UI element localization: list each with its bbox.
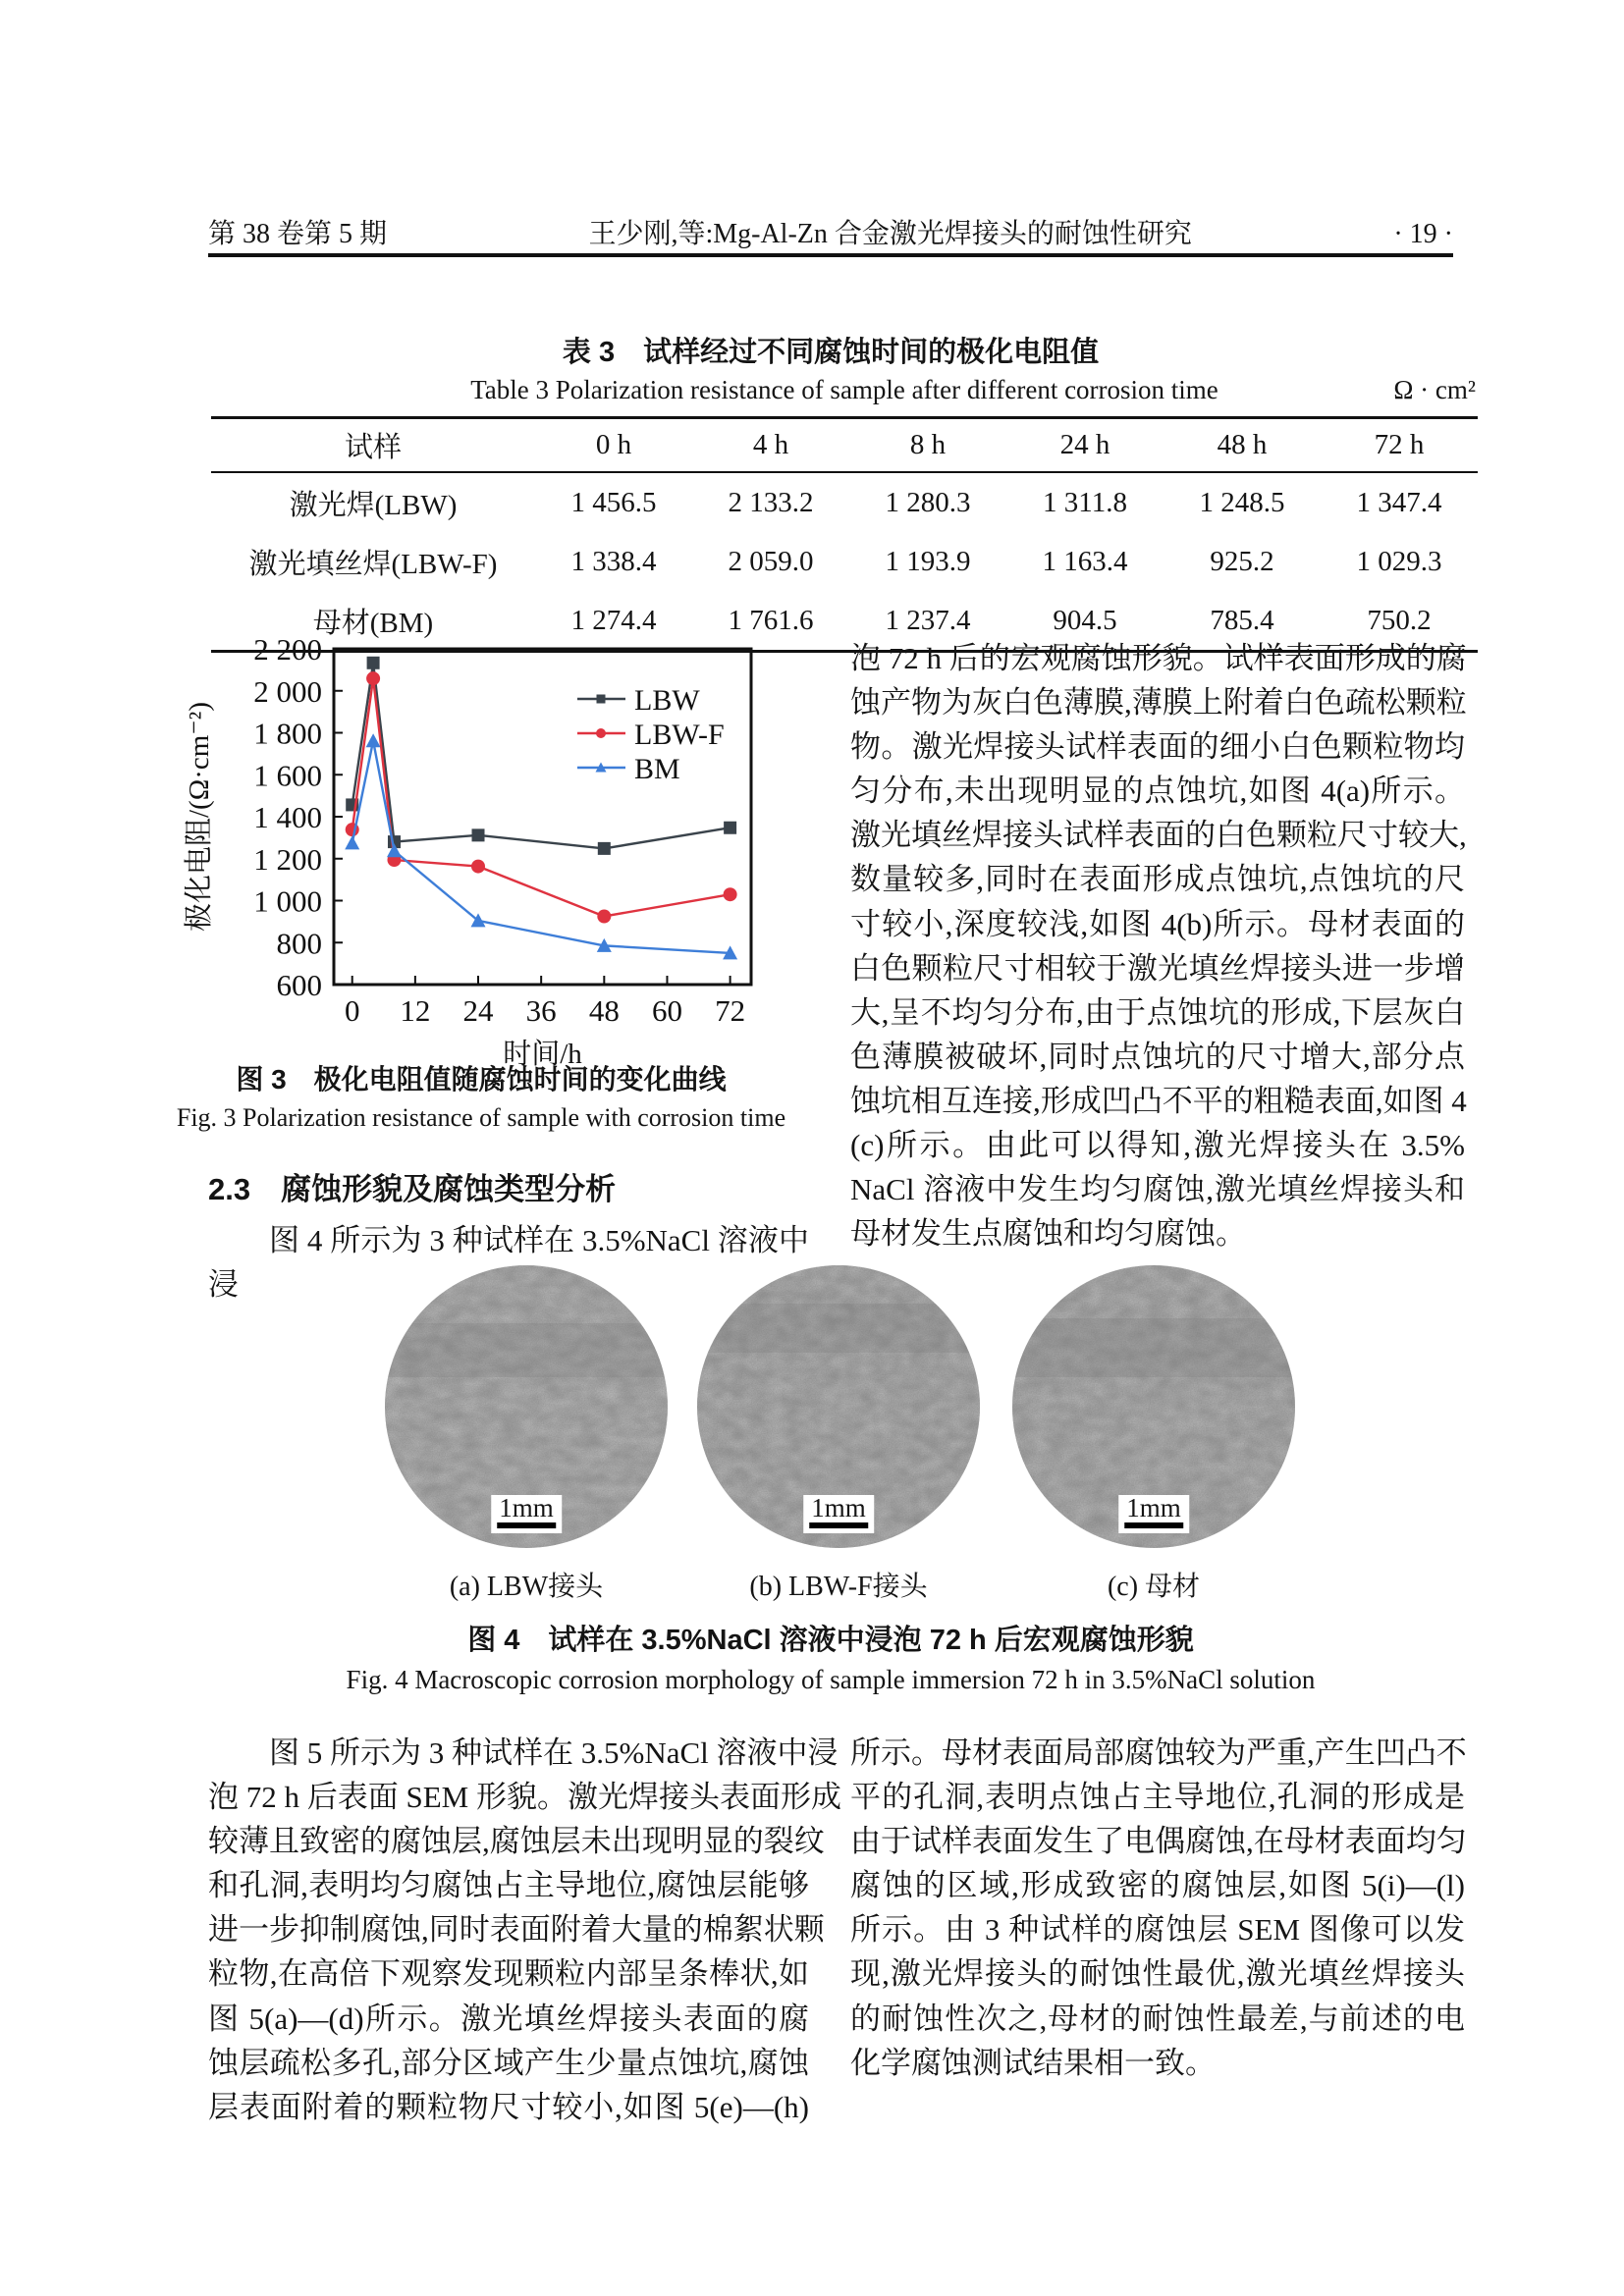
- table3-unit: Ω · cm²: [1393, 375, 1476, 404]
- sem-image-bm: [1011, 1264, 1296, 1549]
- table3-cell: 1 311.8: [1043, 486, 1127, 518]
- table3-header-cell: 72 h: [1374, 429, 1425, 460]
- scale-bar: [491, 1495, 562, 1533]
- text-line: 图 5 所示为 3 种试样在 3.5%NaCl 溶液中浸: [269, 1735, 839, 1770]
- svg-text:12: 12: [400, 993, 431, 1028]
- text-line: 进一步抑制腐蚀,同时表面附着大量的棉絮状颗: [208, 1912, 825, 1948]
- page-number: · 19 ·: [1393, 219, 1453, 249]
- scale-bar-label: 1mm: [1124, 1495, 1183, 1528]
- figure4-sublabel-a: (a) LBW接头: [449, 1572, 604, 1602]
- table3-cell: 1 456.5: [570, 486, 657, 518]
- svg-text:48: 48: [588, 993, 620, 1028]
- table3-caption-row: [211, 375, 1478, 405]
- table3-cell: 1 347.4: [1356, 486, 1442, 518]
- text-line: 平的孔洞,表明点蚀占主导地位,孔洞的形成是: [850, 1780, 1465, 1815]
- svg-text:BM: BM: [634, 753, 680, 785]
- svg-text:1 800: 1 800: [253, 716, 322, 751]
- header-rule: [208, 253, 1453, 257]
- text-line: 所示。由 3 种试样的腐蚀层 SEM 图像可以发: [850, 1912, 1465, 1948]
- svg-text:36: 36: [525, 993, 557, 1028]
- text-line: 激光填丝焊接头试样表面的白色颗粒尺寸较大,: [850, 818, 1467, 853]
- table3-cell: 1 193.9: [885, 545, 971, 577]
- svg-text:0: 0: [344, 993, 360, 1028]
- text-line: NaCl 溶液中发生均匀腐蚀,激光填丝焊接头和: [850, 1172, 1465, 1207]
- table3-row-label: 母材(BM): [312, 607, 434, 639]
- table3-header-cell: 0 h: [595, 429, 632, 460]
- text-line: 的耐蚀性次之,母材的耐蚀性最差,与前述的电: [850, 2001, 1465, 2036]
- text-line: 物。激光焊接头试样表面的细小白色颗粒物均: [850, 729, 1465, 765]
- table3-cell: 1 237.4: [885, 604, 971, 636]
- text-line: 色薄膜被破坏,同时点蚀坑的尺寸增大,部分点: [850, 1039, 1465, 1074]
- svg-text:LBW-F: LBW-F: [634, 719, 725, 751]
- table-row: [211, 473, 1478, 532]
- text-line: 白色颗粒尺寸相较于激光填丝焊接头进一步增: [850, 950, 1465, 986]
- table-row: [211, 532, 1478, 591]
- sem-image-lbwf: [696, 1264, 981, 1549]
- table3-cell: 1 338.4: [570, 545, 657, 577]
- paragraph-line: 图 4 所示为 3 种试样在 3.5%NaCl 溶液中浸: [208, 1223, 809, 1302]
- scale-bar: [1118, 1495, 1189, 1533]
- text-line: 蚀层疏松多孔,部分区域产生少量点蚀坑,腐蚀: [208, 2045, 809, 2080]
- text-line: 匀分布,未出现明显的点蚀坑,如图 4(a)所示。: [850, 774, 1465, 809]
- table3-cell: 1 163.4: [1042, 545, 1128, 577]
- figure3-caption-en: Fig. 3 Polarization resistance of sample with corrosion time: [176, 1103, 786, 1132]
- svg-text:2 000: 2 000: [253, 673, 322, 709]
- svg-text:LBW: LBW: [634, 684, 700, 717]
- section-2-3-heading: 2.3 腐蚀形貌及腐蚀类型分析: [208, 1172, 617, 1206]
- text-line: 所示。母材表面局部腐蚀较为严重,产生凹凸不: [850, 1735, 1467, 1770]
- text-line: 泡 72 h 后的宏观腐蚀形貌。试样表面形成的腐: [850, 641, 1467, 675]
- table3-header-row: [211, 416, 1478, 473]
- text-line: 图 5(a)—(d)所示。激光填丝焊接头表面的腐: [208, 2001, 809, 2036]
- svg-text:1 400: 1 400: [253, 800, 322, 834]
- text-line: 粒物,在高倍下观察发现颗粒内部呈条棒状,如: [208, 1956, 809, 1992]
- text-line: 寸较小,深度较浅,如图 4(b)所示。母材表面的: [850, 906, 1465, 941]
- svg-text:1 600: 1 600: [253, 758, 322, 793]
- table3-header-cell: 48 h: [1217, 429, 1268, 460]
- running-title: 王少刚,等:Mg-Al-Zn 合金激光焊接头的耐蚀性研究: [588, 219, 1192, 249]
- svg-text:1 200: 1 200: [253, 841, 322, 877]
- table3-header-cell: 24 h: [1059, 429, 1110, 460]
- table3-header-cell: 8 h: [909, 429, 947, 460]
- text-line: (c)所示。由此可以得知,激光焊接头在 3.5%: [850, 1128, 1465, 1163]
- scale-bar-label: 1mm: [809, 1495, 868, 1528]
- svg-text:600: 600: [276, 968, 322, 1002]
- page-header: [208, 212, 1453, 251]
- scale-bar-label: 1mm: [497, 1495, 556, 1528]
- column-right-bottom: [850, 1731, 1465, 2085]
- journal-issue: 第 38 卷第 5 期: [208, 219, 388, 249]
- svg-text:2 200: 2 200: [253, 632, 322, 667]
- svg-text:极化电阻/(Ω·cm⁻²): 极化电阻/(Ω·cm⁻²): [184, 701, 215, 933]
- figure4-caption-en: Fig. 4 Macroscopic corrosion morphology of sample immersion 72 h in 3.5%NaCl solution: [346, 1665, 1316, 1694]
- text-line: 较薄且致密的腐蚀层,腐蚀层未出现明显的裂纹: [208, 1824, 825, 1859]
- figure3-chart: [147, 624, 795, 1068]
- table3-header-cell: 4 h: [752, 429, 789, 460]
- table3-title-zh: 表 3 试样经过不同腐蚀时间的极化电阻值: [562, 337, 1100, 368]
- text-line: 蚀坑相互连接,形成凹凸不平的粗糙表面,如图 4: [850, 1083, 1467, 1118]
- table3-cell: 750.2: [1367, 604, 1432, 636]
- figure4-sublabel-b: (b) LBW-F接头: [749, 1572, 928, 1602]
- svg-text:1 000: 1 000: [253, 883, 322, 919]
- svg-text:72: 72: [715, 993, 746, 1028]
- column-left-bottom: [208, 1731, 841, 2129]
- svg-text:24: 24: [462, 993, 494, 1028]
- text-line: 层表面附着的颗粒物尺寸较小,如图 5(e)—(h): [208, 2089, 809, 2124]
- table3-cell: 925.2: [1210, 545, 1274, 577]
- table3-header-cell: 试样: [344, 432, 402, 463]
- table3-cell: 1 029.3: [1356, 545, 1442, 577]
- table3-cell: 1 248.5: [1199, 486, 1285, 518]
- table3-caption-en: Table 3 Polarization resistance of sample after different corrosion time: [470, 375, 1218, 404]
- table3-cell: 904.5: [1053, 604, 1117, 636]
- svg-text:时间/h: 时间/h: [503, 1039, 582, 1068]
- text-line: 大,呈不均匀分布,由于点蚀坑的形成,下层灰白: [850, 994, 1465, 1030]
- table3-cell: 2 059.0: [728, 545, 814, 577]
- scale-bar: [803, 1495, 874, 1533]
- table3: [211, 416, 1478, 653]
- table3-cell: 1 274.4: [570, 604, 657, 636]
- svg-text:60: 60: [651, 993, 682, 1028]
- text-line: 由于试样表面发生了电偶腐蚀,在母材表面均匀: [850, 1824, 1467, 1859]
- polarization-resistance-line-chart: [147, 624, 795, 1068]
- text-line: 现,激光焊接头的耐蚀性最优,激光填丝焊接头: [850, 1956, 1465, 1992]
- text-line: 化学腐蚀测试结果相一致。: [850, 2045, 1216, 2080]
- table3-cell: 1 280.3: [885, 486, 971, 518]
- column-right-top: [850, 636, 1465, 1255]
- figure4-caption-zh: 图 4 试样在 3.5%NaCl 溶液中浸泡 72 h 后宏观腐蚀形貌: [467, 1625, 1194, 1656]
- table3-row-label: 激光焊(LBW): [289, 489, 458, 521]
- text-line: 和孔洞,表明均匀腐蚀占主导地位,腐蚀层能够: [208, 1868, 809, 1903]
- table3-row-label: 激光填丝焊(LBW-F): [248, 548, 498, 580]
- table3-cell: 1 761.6: [728, 604, 814, 636]
- table3-cell: 2 133.2: [728, 486, 814, 518]
- text-line: 蚀产物为灰白色薄膜,薄膜上附着白色疏松颗粒: [850, 685, 1467, 721]
- figure4-sublabel-c: (c) 母材: [1107, 1572, 1201, 1602]
- text-line: 数量较多,同时在表面形成点蚀坑,点蚀坑的尺: [850, 862, 1465, 897]
- svg-text:800: 800: [276, 926, 322, 961]
- figure3-caption-zh: 图 3 极化电阻值随腐蚀时间的变化曲线: [236, 1064, 727, 1095]
- text-line: 泡 72 h 后表面 SEM 形貌。激光焊接头表面形成: [208, 1780, 841, 1815]
- table3-cell: 785.4: [1210, 604, 1274, 636]
- text-line: 腐蚀的区域,形成致密的腐蚀层,如图 5(i)—(l): [850, 1868, 1465, 1903]
- sem-image-lbw: [384, 1264, 669, 1549]
- text-line: 母材发生点腐蚀和均匀腐蚀。: [850, 1216, 1246, 1252]
